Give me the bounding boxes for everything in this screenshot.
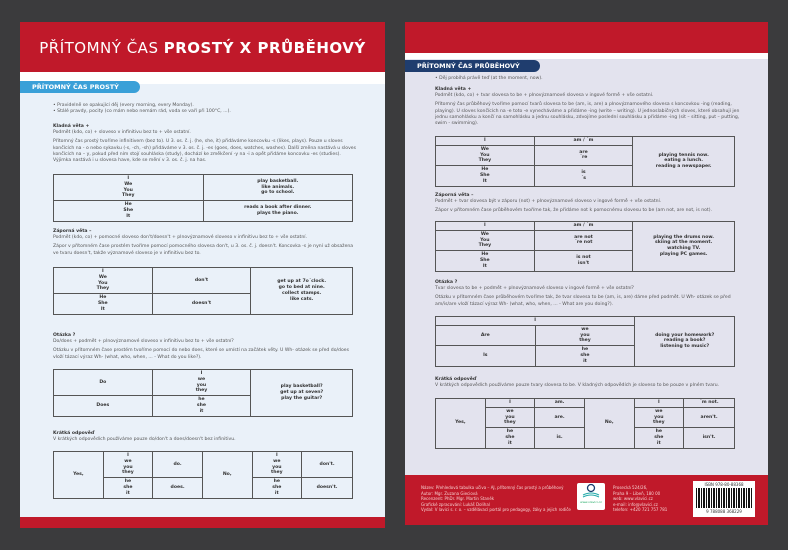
negative-table: I am / ´m playing the drums now. skiing at the moment. watching TV. playing PC games. We You They are not ´re not He She It is not isn't [435,221,735,272]
footer [405,475,768,525]
positive-table: I am / ´m playing tennis now. eating a lunch. reading a newspaper. We You They are ´re He She It is ´s [435,136,735,187]
short-answer-table: Yes, I we you they do. No, I we you they don't. he she it does. he she it doesn't. [53,451,353,499]
question-table: I doing your homework? reading a book? listening to music? Are we you they Is he she it [435,316,735,367]
publisher-logo: www.vlavici.cz [577,483,605,510]
positive-section: Kladná věta + Podmět (kdo, co) + tvar slovesa to be + plnovýznamové slovesa v ingové formě + vše ostatní. Přítomný čas průběhový tvoříme pomocí tvarů slovesa to be (am, is, are) a plnovýznamového slovesa s koncovkou -ing (reading, playing). U sloves končících na -e toto -e vynecháváme a přidáme -ing (write – writing). U jednoslabičných sloves, které obsahují jen jednu samohlásku a končí na samohlásku a jednu souhlásku, zdvojíme poslední souhlásku a přidáme -ing (sit – sitting, put – putting, swim - swimming). [435,87,740,127]
book-reader-icon [581,483,601,499]
positive-table: I We You They play basketball. like animals. go to school. He She It reads a book after dinner. plays the piano. [53,174,353,222]
question-section: Otázka ? Do/does + podmět + plnovýznamové sloveso v infinitivu bez to + vše ostatní? Otázku v přítomném čase prostém tvoříme pomocí do nebo does, které se umístí na začátek věty. U Wh- otázek se před do/does vloží tázací výraz Wh- (what, who, when, ... - What do you like?). [53,333,350,360]
right-page [405,22,768,525]
section-label: PŘÍTOMNÝ ČAS PROSTÝ [20,81,140,93]
section-label: PŘÍTOMNÝ ČAS PRŮBĚHOVÝ [405,60,540,72]
intro: • Děj probíhá právě teď (at the moment, now). [435,76,543,81]
short-answer-section: Krátká odpověď V krátkých odpovědích používáme pouze tvary slovesa to be. V kladných odpovědích je sloveso to be pouze v plném tvaru. [435,377,720,389]
header-band [20,22,385,72]
negative-table: I We You They don't get up at 7o´clock. go to bed at nine. collect stamps. like cats. He She It doesn't [53,267,353,315]
contact: Prosecká 524/26, Praha 9 – Libeň, 180 00 web: www.vlavici.cz e-mail: info@vlavici.cz telefon: +420 721 757 781 [613,485,668,512]
question-section: Otázka ? Tvar slovesa to be + podmět + plnovýznamové sloveso v ingové formě + vše ostatní? Otázku v přítomném čase průběhovém tvoříme tak, že tvar slovesa to be (am, is, are) dáme před podmět. U Wh- otázek se před am/is/are vloží tázací výraz Wh- (what, who, when, ... - What are you doing?). [435,280,731,307]
header-band [405,22,768,53]
intro: • Pravidelně se opakující děj (every morning, every Monday). • Stálé pravdy, pocity (co mám nebo nemám rád, voda se vaří při 100°C, ...). [53,103,231,115]
negative-section: Záporná věta – Podmět (kdo, co) + pomocné sloveso don't/doesn't + plnovýznamové sloveso v infinitivu bez to + vše ostatní. Zápor v přítomném čase prostém tvoříme pomocí pomocného slovesa don't, u 3. os. č. j. doesn't. Koncovka -s je nyní už obsažena ve tvaru doesn't, takže významové sloveso je v infinitivu bez to. [53,229,354,256]
positive-section: Kladná věta + Podmět (kdo, co) + sloveso v infinitivu bez to + vše ostatní. Přítomný čas prostý tvoříme infinitivem (bez to). U 3. os. č. j. (he, she, it) přidáváme koncovku -s (likes, plays). Pouze u sloves končících na - o nebo sykavku (-s, -ch, -sh) přidáváme v 3. os. č. j. -es (goes, does, watches, washes). Další změna nastává u sloves končících na – y, pokud před ním stojí souhláska (study), dochází ke změkčení -y na -i a opět přidáme koncovku -es (studies). Výjimka nastává i u slovesa have, kde se mění v 3. os. č. j. na has. [53,124,357,164]
left-page [20,22,385,528]
barcode [696,488,752,508]
question-table: Do I we you they play basketball? get up at seven? play the guitar? Does he she it [53,369,353,417]
short-answer-table: Yes, I am. No, I ´m not. we you they are. we you they aren't. he she it is. he she it isn't. [435,398,735,449]
credits: Název: Přehledová tabulka učiva – AJ, přítomný čas prostý a průběhový Autor: Mgr. Zuzana Gieciová Recenzent: PhDr. Mgr. Martin Staněk Grafické zpracování: Lukáš Dolihal Vydal: V lavici s. r. o. – vzdělávací portál pro pedagogy, žáky a jejich rodiče [421,485,571,512]
negative-section: Záporná věta – Podmět + tvar slovesa být v záporu (not) + plnovýznamové sloveso v ingové formě + vše ostatní. Zápor v přítomném čase průběhovém tvoříme tak, že přidáme not k pomocnému slovesu to be (am not, are not, is not). [435,193,712,214]
short-answer-section: Krátká odpověď V krátkých odpovědích používáme pouze do/don't a does/doesn't bez infinitivu. [53,431,236,443]
page-title: PŘÍTOMNÝ ČAS PROSTÝ X PRŮBĚHOVÝ [39,39,366,57]
footer-band [20,517,385,528]
isbn-barcode: ISBN 978-80-88368 9 788088 368229 [693,481,755,517]
